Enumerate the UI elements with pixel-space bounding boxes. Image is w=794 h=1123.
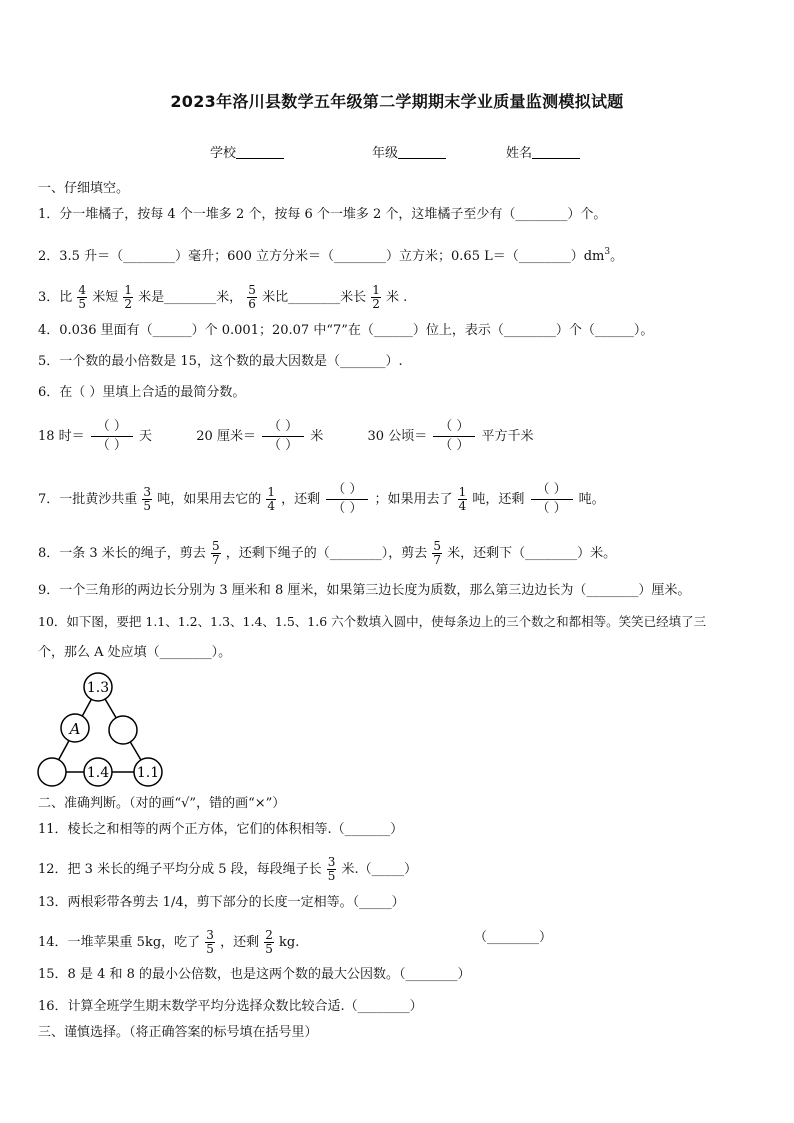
blank-numerator: （ ） [439, 419, 470, 434]
blank-numerator: （ ） [96, 419, 127, 434]
q6-blank-fraction-c[interactable] [433, 418, 475, 455]
fraction-numerator: 3 [206, 928, 214, 942]
school-field [210, 142, 284, 161]
blank-denominator: （ ） [433, 436, 475, 455]
fraction-denominator: 5 [78, 297, 87, 311]
circle-top [84, 673, 112, 701]
page-title: 2023年洛川县数学五年级第二学期期末学业质量监测模拟试题 [170, 92, 624, 111]
question-6: 6．在（ ）里填上合适的最简分数。 [38, 385, 246, 400]
circle-left-label: A [69, 720, 81, 738]
school-label: 学校 [210, 146, 237, 161]
fraction-denominator: 5 [265, 942, 273, 956]
question-11: 11．棱长之和相等的两个正方体，它们的体积相等.（_______） [38, 822, 404, 837]
q3-text-d: 米比________米长 [262, 290, 367, 305]
question-14 [38, 929, 299, 956]
fraction-denominator: 2 [124, 297, 132, 311]
grade-label: 年级 [372, 146, 399, 161]
section-1-heading: 一、仔细填空。 [38, 181, 130, 196]
q7-text-e: 吨，还剩 [472, 492, 525, 507]
circle-triangle-diagram [36, 672, 166, 790]
question-7 [38, 481, 605, 518]
question-10-line-1: 10．如下图，要把 1.1、1.2、1.3、1.4、1.5、1.6 六个数填入圆中，使每条边上的三个数之和都相等。笑笑已经填了三 [38, 614, 707, 629]
q3-fraction-1 [77, 284, 87, 311]
grade-blank[interactable] [398, 145, 446, 159]
fraction-denominator: 5 [143, 499, 152, 513]
q3-text-b: 米短 [92, 290, 119, 305]
q3-fraction-3 [247, 284, 257, 311]
q7-text-a: 7．一批黄沙共重 [38, 492, 138, 507]
fraction-denominator: 2 [372, 297, 380, 311]
question-2 [38, 243, 623, 266]
fraction-numerator: 4 [78, 283, 87, 297]
blank-numerator: （ ） [536, 482, 567, 497]
question-15: 15．8 是 4 和 8 的最小公倍数，也是这两个数的最大公因数。（________） [38, 967, 471, 982]
q7-fraction-1 [142, 486, 152, 513]
q14-answer-blank[interactable]: （________） [474, 930, 553, 945]
name-field [506, 142, 580, 161]
q12-text-a: 12．把 3 米长的绳子平均分成 5 段，每段绳子长 [38, 862, 322, 877]
q3-text-a: 3．比 [38, 290, 73, 305]
q2-text: 2．3.5 升＝（________）毫升；600 立方分米＝（________）立方米；0.65 L＝（________）dm [38, 249, 605, 264]
grade-field [372, 142, 446, 161]
q6-item-b-unit: 米 [310, 429, 324, 444]
q6-item-a-unit: 天 [138, 429, 152, 444]
q6-blank-fraction-b[interactable] [262, 418, 304, 455]
fraction-numerator: 1 [458, 485, 467, 499]
q3-text-c: 米是________米， [138, 290, 243, 305]
fraction-numerator: 1 [267, 485, 275, 499]
question-12 [38, 856, 417, 883]
q8-text-a: 8．一条 3 米长的绳子，剪去 [38, 546, 206, 561]
q2-end: 。 [610, 249, 624, 264]
blank-denominator: （ ） [262, 436, 304, 455]
q7-text-b: 吨，如果用去它的 [157, 492, 262, 507]
fraction-numerator: 5 [248, 283, 256, 297]
question-5: 5．一个数的最小倍数是 15，这个数的最大因数是（_______）. [38, 354, 403, 369]
circle-right-empty[interactable] [109, 716, 137, 744]
q12-text-b: 米.（_____） [341, 862, 418, 877]
blank-denominator: （ ） [91, 436, 133, 455]
question-3 [38, 284, 407, 311]
fraction-denominator: 4 [267, 499, 275, 513]
q3-fraction-4 [371, 284, 381, 311]
q2-superscript: 3 [604, 247, 611, 257]
fraction-numerator: 1 [124, 283, 132, 297]
q6-item-c-label: 30 公顷＝ [367, 429, 428, 444]
q6-item-b-label: 20 厘米＝ [196, 429, 256, 444]
q12-fraction [327, 856, 337, 883]
fraction-denominator: 6 [248, 297, 256, 311]
fraction-denominator: 5 [206, 942, 214, 956]
q8-text-c: 米，还剩下（________）米。 [447, 546, 617, 561]
q14-text-a: 14．一堆苹果重 5kg，吃了 [38, 935, 201, 950]
section-3-heading: 三、谨慎选择。（将正确答案的标号填在括号里） [38, 1025, 318, 1040]
fraction-numerator: 3 [327, 855, 336, 869]
fraction-numerator: 5 [211, 539, 220, 553]
blank-denominator: （ ） [531, 499, 573, 518]
name-blank[interactable] [532, 145, 580, 159]
fraction-numerator: 2 [265, 928, 273, 942]
question-6-items [38, 418, 534, 455]
q14-fraction-1 [205, 929, 215, 956]
name-label: 姓名 [506, 146, 533, 161]
q6-item-c-unit: 平方千米 [481, 429, 534, 444]
circle-bottom-left-empty[interactable] [38, 758, 66, 786]
question-8 [38, 540, 616, 567]
q7-fraction-3 [458, 486, 468, 513]
q8-text-b: ，还剩下绳子的（________），剪去 [225, 546, 428, 561]
section-2-heading: 二、准确判断。（对的画“√”，错的画“×”） [38, 796, 286, 811]
blank-numerator: （ ） [268, 419, 299, 434]
question-16: 16．计算全班学生期末数学平均分选择众数比较合适.（________） [38, 999, 423, 1014]
q8-fraction-2 [432, 540, 442, 567]
q6-blank-fraction-a[interactable] [91, 418, 133, 455]
q14-text-c: kg. [279, 935, 300, 950]
question-1: 1．分一堆橘子，按每 4 个一堆多 2 个，按每 6 个一堆多 2 个，这堆橘子至少有（________）个。 [38, 207, 607, 222]
blank-denominator: （ ） [326, 499, 368, 518]
circle-top-label: 1.3 [86, 680, 110, 696]
question-9: 9．一个三角形的两边长分别为 3 厘米和 8 厘米，如果第三边长度为质数，那么第三边边长为（________）厘米。 [38, 583, 691, 598]
fraction-denominator: 7 [211, 553, 220, 567]
circle-bottom-right-label: 1.1 [136, 765, 160, 781]
fraction-denominator: 4 [458, 499, 467, 513]
circle-bottom-mid-label: 1.4 [86, 765, 110, 781]
q7-blank-fraction-2[interactable] [531, 481, 573, 518]
q3-text-e: 米 . [386, 290, 408, 305]
q7-text-c: ，还剩 [281, 492, 321, 507]
q7-text-f: 吨。 [578, 492, 605, 507]
q14-fraction-2 [264, 929, 274, 956]
q8-fraction-1 [211, 540, 221, 567]
q7-blank-fraction-1[interactable] [326, 481, 368, 518]
q3-fraction-2 [123, 284, 133, 311]
school-blank[interactable] [236, 145, 284, 159]
circle-left-a [61, 714, 89, 742]
circle-bottom-mid [84, 758, 112, 786]
fraction-numerator: 1 [372, 283, 380, 297]
fraction-numerator: 3 [143, 485, 152, 499]
blank-numerator: （ ） [332, 482, 363, 497]
question-4: 4．0.036 里面有（______）个 0.001；20.07 中“7”在（______）位上，表示（________）个（______）。 [38, 323, 654, 338]
fraction-denominator: 7 [433, 553, 442, 567]
question-13: 13．两根彩带各剪去 1/4，剪下部分的长度一定相等。（_____） [38, 895, 405, 910]
question-10-line-2: 个，那么 A 处应填（________）。 [38, 645, 232, 660]
circle-bottom-right [134, 758, 162, 786]
q7-text-d: ；如果用去了 [374, 492, 453, 507]
q6-item-a-label: 18 时＝ [38, 429, 85, 444]
fraction-numerator: 5 [433, 539, 442, 553]
q7-fraction-2 [266, 486, 276, 513]
q14-text-b: ，还剩 [220, 935, 260, 950]
fraction-denominator: 5 [327, 869, 336, 883]
